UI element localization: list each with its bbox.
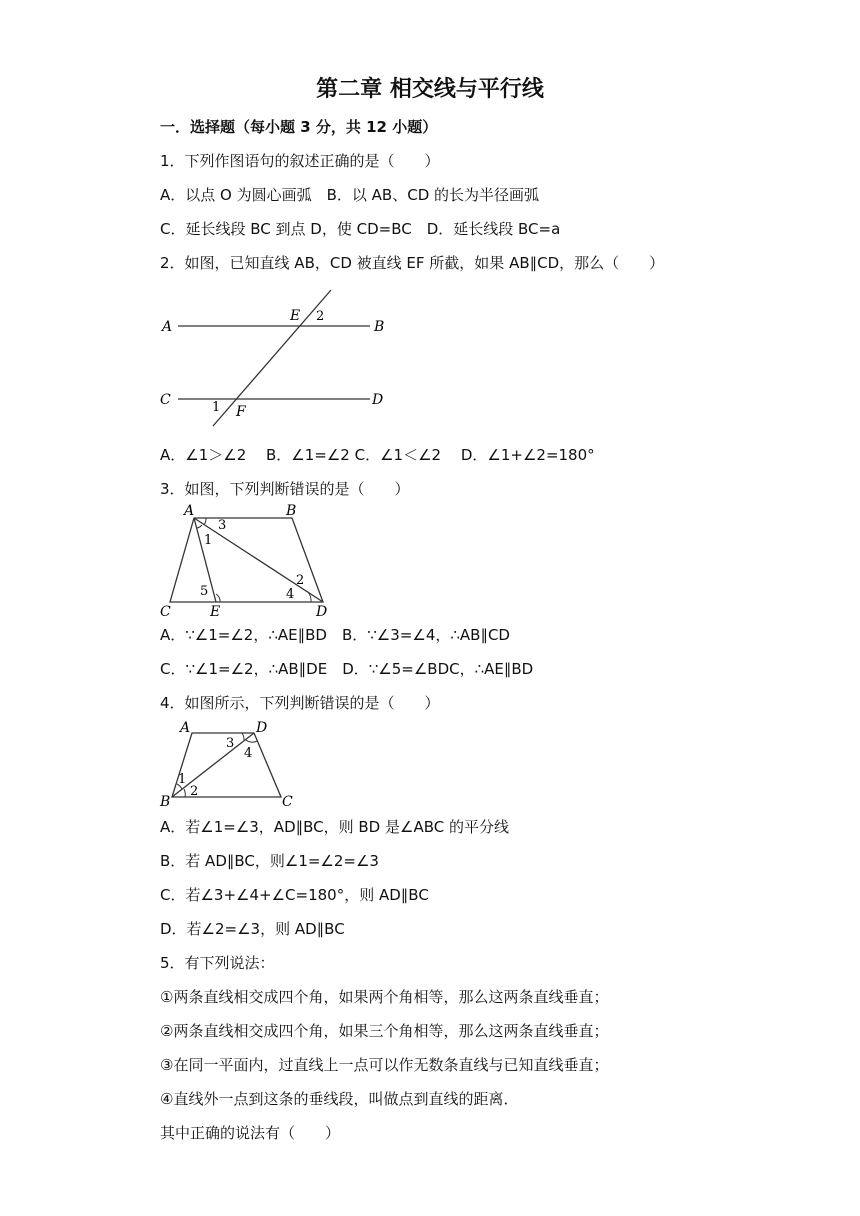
label-a: A xyxy=(180,720,191,736)
label-d: D xyxy=(316,604,328,620)
question-2-options: A．∠1＞∠2 B．∠1=∠2 C．∠1＜∠2 D．∠1+∠2=180° xyxy=(160,446,595,464)
diagonal-bd xyxy=(172,733,254,797)
label-d: D xyxy=(372,392,384,408)
question-5-statement-2: ②两条直线相交成四个角，如果三个角相等，那么这两条直线垂直； xyxy=(160,1022,609,1040)
angle-arc-3 xyxy=(242,733,244,740)
question-5-stem: 5．有下列说法： xyxy=(160,954,275,972)
question-3-figure xyxy=(158,502,338,620)
angle-label-5: 5 xyxy=(200,584,209,599)
angle-label-4: 4 xyxy=(286,587,295,602)
trapezoid-abdc xyxy=(170,518,323,602)
angle-label-3: 3 xyxy=(226,736,235,751)
angle-label-4: 4 xyxy=(244,746,253,761)
question-4-option-d: D．若∠2=∠3，则 AD∥BC xyxy=(160,920,345,938)
question-4-option-c: C．若∠3+∠4+∠C=180°，则 AD∥BC xyxy=(160,886,429,904)
angle-arc-1 xyxy=(197,525,202,528)
question-3-stem: 3．如图，下列判断错误的是（ ） xyxy=(160,480,410,498)
label-b: B xyxy=(286,503,297,519)
angle-label-1: 1 xyxy=(204,533,213,548)
question-4-option-b: B．若 AD∥BC，则∠1=∠2=∠3 xyxy=(160,852,379,870)
question-5-ask: 其中正确的说法有（ ） xyxy=(160,1124,341,1142)
label-e: E xyxy=(210,604,221,620)
page-title: 第二章 相交线与平行线 xyxy=(316,77,544,102)
angle-arc-5 xyxy=(216,594,220,602)
question-2-stem: 2．如图，已知直线 AB，CD 被直线 EF 所截，如果 AB∥CD，那么（ ） xyxy=(160,254,665,272)
angle-label-3: 3 xyxy=(218,518,227,533)
question-4-figure xyxy=(158,718,300,810)
question-5-statement-4: ④直线外一点到这条的垂线段，叫做点到直线的距离． xyxy=(160,1090,519,1108)
label-b: B xyxy=(160,794,171,810)
angle-arc-3 xyxy=(204,518,206,525)
label-a: A xyxy=(162,319,173,335)
question-5-statement-1: ①两条直线相交成四个角，如果两个角相等，那么这两条直线垂直； xyxy=(160,988,609,1006)
label-a: A xyxy=(184,503,195,519)
angle-label-2: 2 xyxy=(296,573,305,588)
question-1-options-cd: C．延长线段 BC 到点 D，使 CD=BC D．延长线段 BC=a xyxy=(160,220,561,238)
angle-label-1: 1 xyxy=(212,400,221,415)
question-5-statement-3: ③在同一平面内，过直线上一点可以作无数条直线与已知直线垂直； xyxy=(160,1056,609,1074)
question-1-stem: 1．下列作图语句的叙述正确的是（ ） xyxy=(160,152,440,170)
label-d: D xyxy=(256,720,268,736)
label-b: B xyxy=(374,319,385,335)
angle-arc-4 xyxy=(246,740,257,742)
question-3-options-ab: A．∵∠1=∠2，∴AE∥BD B．∵∠3=∠4，∴AB∥CD xyxy=(160,626,510,644)
label-c: C xyxy=(160,392,171,408)
label-f: F xyxy=(236,404,246,420)
question-4-option-a: A．若∠1=∠3，AD∥BC，则 BD 是∠ABC 的平分线 xyxy=(160,818,509,836)
question-4-stem: 4．如图所示，下列判断错误的是（ ） xyxy=(160,694,440,712)
section-heading: 一．选择题（每小题 3 分，共 12 小题） xyxy=(160,118,438,136)
label-c: C xyxy=(160,604,171,620)
question-1-options-ab: A．以点 O 为圆心画弧 B．以 AB、CD 的长为半径画弧 xyxy=(160,186,540,204)
angle-label-2: 2 xyxy=(316,309,325,324)
label-e: E xyxy=(290,308,301,324)
label-c: C xyxy=(282,794,293,810)
question-3-options-cd: C．∵∠1=∠2，∴AB∥DE D．∵∠5=∠BDC，∴AE∥BD xyxy=(160,660,534,678)
line-ef xyxy=(213,290,331,426)
question-2-figure xyxy=(158,288,388,428)
angle-label-1: 1 xyxy=(178,772,187,787)
angle-arc-2 xyxy=(184,789,185,797)
angle-label-2: 2 xyxy=(190,784,199,799)
